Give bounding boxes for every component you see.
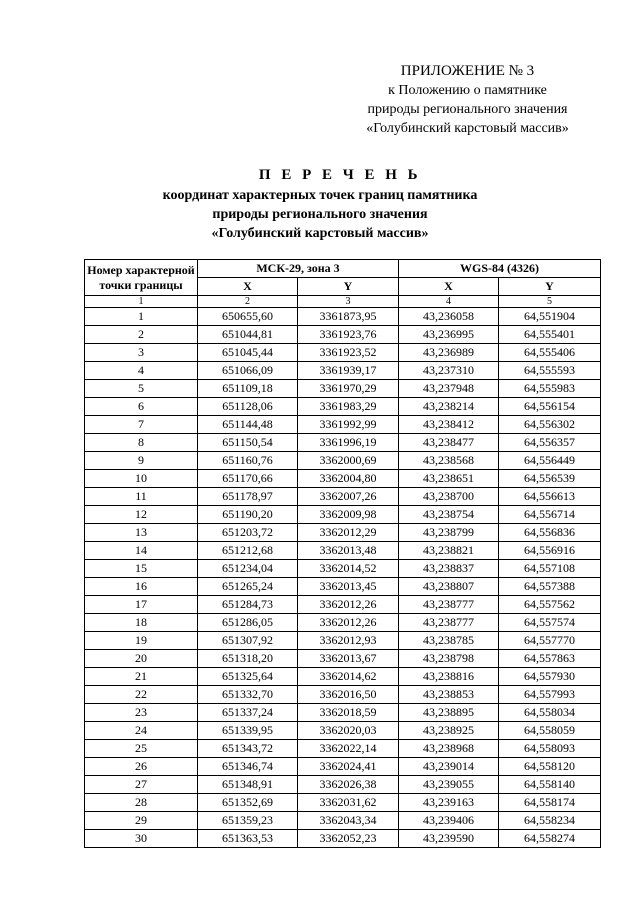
wgs-y-cell: 64,556836 bbox=[499, 524, 601, 542]
table-row bbox=[85, 524, 601, 542]
msk-x-cell: 651128,06 bbox=[198, 398, 298, 416]
wgs-x-cell: 43,238816 bbox=[399, 668, 499, 686]
wgs-x-cell: 43,238807 bbox=[399, 578, 499, 596]
wgs-x-cell: 43,237310 bbox=[399, 362, 499, 380]
wgs-x-cell: 43,238853 bbox=[399, 686, 499, 704]
wgs-y-cell: 64,551904 bbox=[499, 308, 601, 326]
wgs-x-cell: 43,239163 bbox=[399, 794, 499, 812]
wgs-x-cell: 43,239406 bbox=[399, 812, 499, 830]
table-row bbox=[85, 830, 601, 848]
point-number-cell: 3 bbox=[85, 344, 198, 362]
wgs-y-cell: 64,558034 bbox=[499, 704, 601, 722]
msk-y-cell: 3362043,34 bbox=[298, 812, 399, 830]
point-number-cell: 7 bbox=[85, 416, 198, 434]
table-body bbox=[85, 308, 601, 848]
header-msk: МСК-29, зона 3 bbox=[198, 260, 399, 278]
wgs-y-cell: 64,556714 bbox=[499, 506, 601, 524]
wgs-x-cell: 43,238568 bbox=[399, 452, 499, 470]
msk-x-cell: 651144,48 bbox=[198, 416, 298, 434]
point-number-cell: 29 bbox=[85, 812, 198, 830]
table-row bbox=[85, 650, 601, 668]
msk-y-cell: 3362020,03 bbox=[298, 722, 399, 740]
wgs-y-cell: 64,558140 bbox=[499, 776, 601, 794]
wgs-x-cell: 43,238968 bbox=[399, 740, 499, 758]
appendix-header bbox=[340, 62, 595, 138]
msk-y-cell: 3362013,67 bbox=[298, 650, 399, 668]
wgs-y-cell: 64,558059 bbox=[499, 722, 601, 740]
msk-x-cell: 651343,72 bbox=[198, 740, 298, 758]
table-row bbox=[85, 686, 601, 704]
wgs-x-cell: 43,238777 bbox=[399, 596, 499, 614]
point-number-cell: 8 bbox=[85, 434, 198, 452]
table-row bbox=[85, 488, 601, 506]
msk-x-cell: 651346,74 bbox=[198, 758, 298, 776]
table-row bbox=[85, 794, 601, 812]
msk-x-cell: 651325,64 bbox=[198, 668, 298, 686]
header-wgs-y: Y bbox=[499, 278, 601, 296]
msk-y-cell: 3362007,26 bbox=[298, 488, 399, 506]
table-row bbox=[85, 578, 601, 596]
point-number-cell: 24 bbox=[85, 722, 198, 740]
msk-x-cell: 651265,24 bbox=[198, 578, 298, 596]
msk-x-cell: 651190,20 bbox=[198, 506, 298, 524]
msk-y-cell: 3362000,69 bbox=[298, 452, 399, 470]
point-number-cell: 10 bbox=[85, 470, 198, 488]
msk-y-cell: 3362009,98 bbox=[298, 506, 399, 524]
msk-x-cell: 651348,91 bbox=[198, 776, 298, 794]
msk-x-cell: 651363,53 bbox=[198, 830, 298, 848]
wgs-x-cell: 43,238799 bbox=[399, 524, 499, 542]
msk-y-cell: 3361873,95 bbox=[298, 308, 399, 326]
wgs-y-cell: 64,556302 bbox=[499, 416, 601, 434]
msk-y-cell: 3361923,52 bbox=[298, 344, 399, 362]
point-number-cell: 22 bbox=[85, 686, 198, 704]
msk-y-cell: 3361970,29 bbox=[298, 380, 399, 398]
title-heading: П Е Р Е Ч Е Н Ь bbox=[258, 167, 422, 183]
table-row bbox=[85, 506, 601, 524]
msk-x-cell: 651284,73 bbox=[198, 596, 298, 614]
wgs-y-cell: 64,557930 bbox=[499, 668, 601, 686]
point-number-cell: 1 bbox=[85, 308, 198, 326]
table-row bbox=[85, 668, 601, 686]
wgs-x-cell: 43,238785 bbox=[399, 632, 499, 650]
wgs-x-cell: 43,238754 bbox=[399, 506, 499, 524]
msk-y-cell: 3362022,14 bbox=[298, 740, 399, 758]
wgs-y-cell: 64,556916 bbox=[499, 542, 601, 560]
msk-x-cell: 651318,20 bbox=[198, 650, 298, 668]
msk-y-cell: 3362012,93 bbox=[298, 632, 399, 650]
wgs-x-cell: 43,238798 bbox=[399, 650, 499, 668]
wgs-y-cell: 64,556613 bbox=[499, 488, 601, 506]
wgs-y-cell: 64,557770 bbox=[499, 632, 601, 650]
table-row bbox=[85, 380, 601, 398]
msk-y-cell: 3362052,23 bbox=[298, 830, 399, 848]
msk-y-cell: 3362026,38 bbox=[298, 776, 399, 794]
table-row bbox=[85, 344, 601, 362]
wgs-x-cell: 43,236989 bbox=[399, 344, 499, 362]
wgs-y-cell: 64,556357 bbox=[499, 434, 601, 452]
wgs-y-cell: 64,555406 bbox=[499, 344, 601, 362]
point-number-cell: 5 bbox=[85, 380, 198, 398]
msk-y-cell: 3362012,29 bbox=[298, 524, 399, 542]
msk-x-cell: 651170,66 bbox=[198, 470, 298, 488]
msk-x-cell: 651307,92 bbox=[198, 632, 298, 650]
column-index: 5 bbox=[499, 296, 601, 308]
msk-y-cell: 3362031,62 bbox=[298, 794, 399, 812]
wgs-x-cell: 43,238821 bbox=[399, 542, 499, 560]
msk-x-cell: 651337,24 bbox=[198, 704, 298, 722]
msk-x-cell: 651203,72 bbox=[198, 524, 298, 542]
msk-x-cell: 651234,04 bbox=[198, 560, 298, 578]
header-point-number: Номер характерной точки границы bbox=[85, 260, 198, 296]
msk-y-cell: 3362012,26 bbox=[298, 614, 399, 632]
point-number-cell: 16 bbox=[85, 578, 198, 596]
wgs-y-cell: 64,556539 bbox=[499, 470, 601, 488]
appendix-reference-line3: «Голубинский карстовый массив» bbox=[366, 121, 569, 136]
point-number-cell: 17 bbox=[85, 596, 198, 614]
msk-y-cell: 3362004,80 bbox=[298, 470, 399, 488]
msk-x-cell: 651286,05 bbox=[198, 614, 298, 632]
msk-x-cell: 650655,60 bbox=[198, 308, 298, 326]
msk-y-cell: 3362024,41 bbox=[298, 758, 399, 776]
msk-y-cell: 3361992,99 bbox=[298, 416, 399, 434]
column-index: 1 bbox=[85, 296, 198, 308]
wgs-y-cell: 64,557108 bbox=[499, 560, 601, 578]
point-number-cell: 18 bbox=[85, 614, 198, 632]
point-number-cell: 2 bbox=[85, 326, 198, 344]
msk-x-cell: 651359,23 bbox=[198, 812, 298, 830]
msk-x-cell: 651332,70 bbox=[198, 686, 298, 704]
msk-x-cell: 651178,97 bbox=[198, 488, 298, 506]
title-line-2: природы регионального значения bbox=[212, 207, 428, 222]
point-number-cell: 28 bbox=[85, 794, 198, 812]
wgs-y-cell: 64,555983 bbox=[499, 380, 601, 398]
wgs-y-cell: 64,558234 bbox=[499, 812, 601, 830]
title-line-1: координат характерных точек границ памятника bbox=[162, 188, 478, 203]
coordinates-table bbox=[84, 259, 601, 848]
wgs-y-cell: 64,557574 bbox=[499, 614, 601, 632]
table-row bbox=[85, 362, 601, 380]
document-title bbox=[0, 165, 640, 243]
msk-y-cell: 3362013,48 bbox=[298, 542, 399, 560]
table-row bbox=[85, 812, 601, 830]
table-row bbox=[85, 614, 601, 632]
msk-y-cell: 3361923,76 bbox=[298, 326, 399, 344]
point-number-cell: 9 bbox=[85, 452, 198, 470]
msk-x-cell: 651150,54 bbox=[198, 434, 298, 452]
wgs-x-cell: 43,238837 bbox=[399, 560, 499, 578]
wgs-x-cell: 43,238895 bbox=[399, 704, 499, 722]
wgs-y-cell: 64,556154 bbox=[499, 398, 601, 416]
header-msk-x: X bbox=[198, 278, 298, 296]
point-number-cell: 26 bbox=[85, 758, 198, 776]
table-row bbox=[85, 416, 601, 434]
point-number-cell: 4 bbox=[85, 362, 198, 380]
point-number-cell: 30 bbox=[85, 830, 198, 848]
wgs-x-cell: 43,238777 bbox=[399, 614, 499, 632]
msk-x-cell: 651044,81 bbox=[198, 326, 298, 344]
msk-x-cell: 651352,69 bbox=[198, 794, 298, 812]
wgs-x-cell: 43,239055 bbox=[399, 776, 499, 794]
wgs-x-cell: 43,236995 bbox=[399, 326, 499, 344]
wgs-x-cell: 43,238925 bbox=[399, 722, 499, 740]
msk-y-cell: 3361996,19 bbox=[298, 434, 399, 452]
wgs-x-cell: 43,238477 bbox=[399, 434, 499, 452]
wgs-y-cell: 64,556449 bbox=[499, 452, 601, 470]
msk-y-cell: 3361939,17 bbox=[298, 362, 399, 380]
msk-y-cell: 3362012,26 bbox=[298, 596, 399, 614]
point-number-cell: 13 bbox=[85, 524, 198, 542]
wgs-y-cell: 64,558093 bbox=[499, 740, 601, 758]
point-number-cell: 6 bbox=[85, 398, 198, 416]
point-number-cell: 14 bbox=[85, 542, 198, 560]
msk-y-cell: 3362016,50 bbox=[298, 686, 399, 704]
wgs-x-cell: 43,237948 bbox=[399, 380, 499, 398]
point-number-cell: 27 bbox=[85, 776, 198, 794]
point-number-cell: 20 bbox=[85, 650, 198, 668]
header-msk-y: Y bbox=[298, 278, 399, 296]
msk-y-cell: 3362014,62 bbox=[298, 668, 399, 686]
msk-y-cell: 3362014,52 bbox=[298, 560, 399, 578]
table-row bbox=[85, 326, 601, 344]
wgs-x-cell: 43,236058 bbox=[399, 308, 499, 326]
wgs-x-cell: 43,238700 bbox=[399, 488, 499, 506]
table-row bbox=[85, 434, 601, 452]
header-wgs-x: X bbox=[399, 278, 499, 296]
table-row bbox=[85, 560, 601, 578]
column-index-row bbox=[85, 296, 601, 308]
wgs-y-cell: 64,557562 bbox=[499, 596, 601, 614]
table-row bbox=[85, 758, 601, 776]
msk-y-cell: 3362013,45 bbox=[298, 578, 399, 596]
wgs-x-cell: 43,239014 bbox=[399, 758, 499, 776]
wgs-y-cell: 64,557388 bbox=[499, 578, 601, 596]
table-row bbox=[85, 776, 601, 794]
point-number-cell: 11 bbox=[85, 488, 198, 506]
column-index: 2 bbox=[198, 296, 298, 308]
table-row bbox=[85, 704, 601, 722]
appendix-reference: к Положению о памятнике bbox=[388, 83, 547, 98]
wgs-x-cell: 43,239590 bbox=[399, 830, 499, 848]
msk-x-cell: 651160,76 bbox=[198, 452, 298, 470]
column-index: 3 bbox=[298, 296, 399, 308]
appendix-number: ПРИЛОЖЕНИЕ № 3 bbox=[400, 63, 535, 79]
point-number-cell: 15 bbox=[85, 560, 198, 578]
point-number-cell: 12 bbox=[85, 506, 198, 524]
wgs-y-cell: 64,558274 bbox=[499, 830, 601, 848]
table-row bbox=[85, 632, 601, 650]
header-wgs: WGS-84 (4326) bbox=[399, 260, 601, 278]
msk-y-cell: 3361983,29 bbox=[298, 398, 399, 416]
table-row bbox=[85, 452, 601, 470]
msk-x-cell: 651339,95 bbox=[198, 722, 298, 740]
msk-x-cell: 651066,09 bbox=[198, 362, 298, 380]
appendix-reference-line2: природы регионального значения bbox=[367, 102, 568, 117]
msk-y-cell: 3362018,59 bbox=[298, 704, 399, 722]
point-number-cell: 23 bbox=[85, 704, 198, 722]
wgs-y-cell: 64,555593 bbox=[499, 362, 601, 380]
table-row bbox=[85, 308, 601, 326]
column-index: 4 bbox=[399, 296, 499, 308]
wgs-y-cell: 64,557863 bbox=[499, 650, 601, 668]
point-number-cell: 25 bbox=[85, 740, 198, 758]
wgs-y-cell: 64,557993 bbox=[499, 686, 601, 704]
table-row bbox=[85, 722, 601, 740]
wgs-y-cell: 64,555401 bbox=[499, 326, 601, 344]
wgs-x-cell: 43,238214 bbox=[399, 398, 499, 416]
table-row bbox=[85, 542, 601, 560]
wgs-y-cell: 64,558120 bbox=[499, 758, 601, 776]
msk-x-cell: 651109,18 bbox=[198, 380, 298, 398]
msk-x-cell: 651212,68 bbox=[198, 542, 298, 560]
table-row bbox=[85, 740, 601, 758]
wgs-x-cell: 43,238651 bbox=[399, 470, 499, 488]
table-row bbox=[85, 470, 601, 488]
wgs-x-cell: 43,238412 bbox=[399, 416, 499, 434]
table-row bbox=[85, 596, 601, 614]
point-number-cell: 21 bbox=[85, 668, 198, 686]
wgs-y-cell: 64,558174 bbox=[499, 794, 601, 812]
point-number-cell: 19 bbox=[85, 632, 198, 650]
table-row bbox=[85, 398, 601, 416]
title-line-3: «Голубинский карстовый массив» bbox=[211, 226, 429, 241]
msk-x-cell: 651045,44 bbox=[198, 344, 298, 362]
